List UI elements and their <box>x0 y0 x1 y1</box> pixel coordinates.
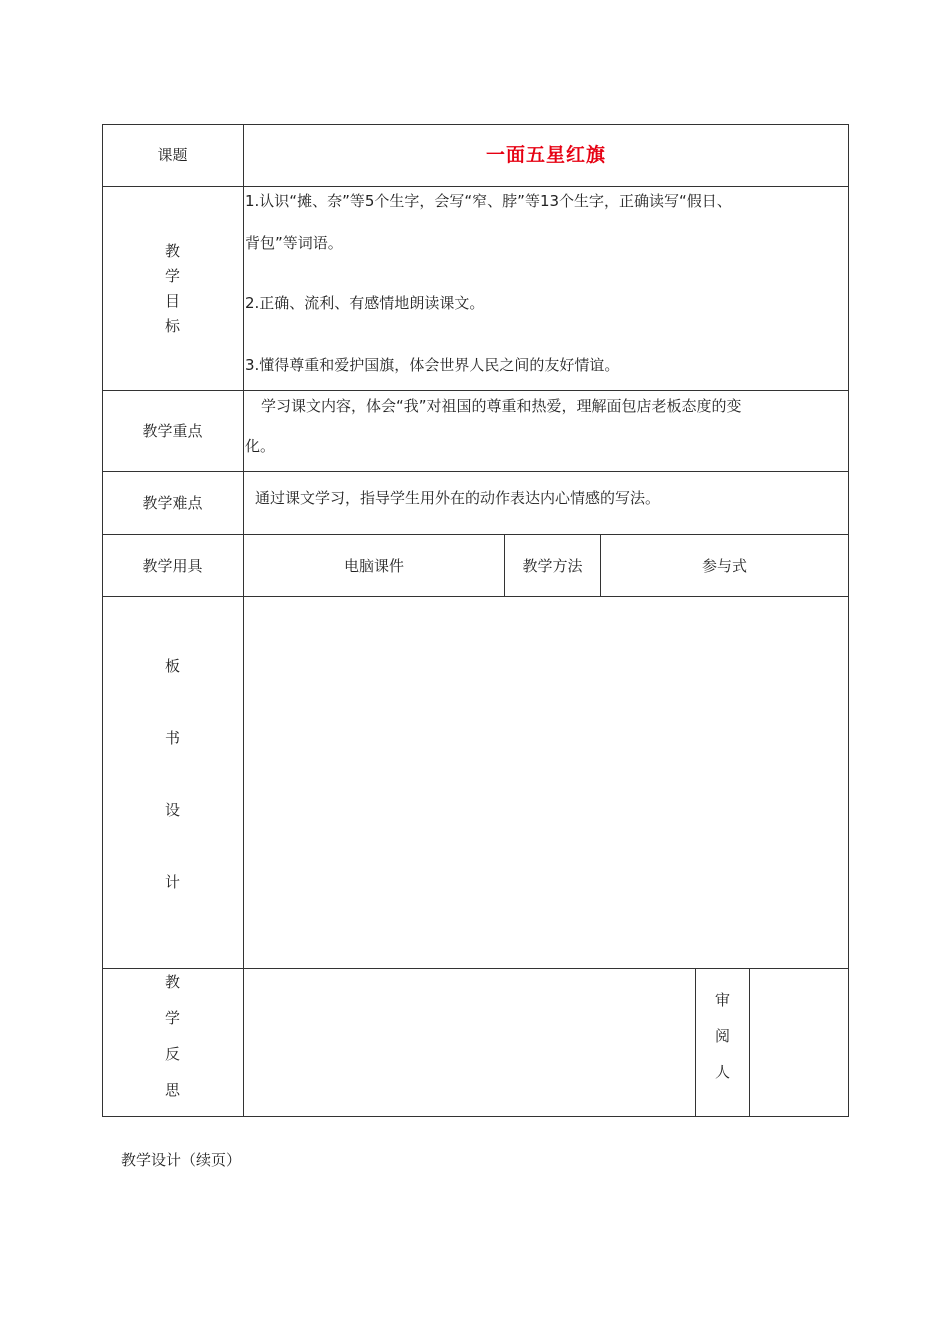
reflection-label <box>102 969 243 1116</box>
goals-label-char: 目 <box>164 291 180 310</box>
board-label-char: 计 <box>165 873 181 891</box>
reviewer-signature-area[interactable] <box>750 969 848 1116</box>
tools-value: 电脑课件 <box>343 556 404 575</box>
goal-3: 3.懂得尊重和爱护国旗，体会世界人民之间的友好情谊。 <box>245 356 620 374</box>
reflection-area[interactable] <box>244 969 695 1116</box>
tools-label: 教学用具 <box>142 556 203 575</box>
goal-2: 2.正确、流利、有感情地朗读课文。 <box>245 294 485 312</box>
reflection-label-char: 思 <box>165 1081 181 1099</box>
lesson-plan-table <box>102 124 849 1117</box>
reflection-label-char: 反 <box>165 1045 181 1063</box>
reflection-label-char: 教 <box>165 973 181 991</box>
board-label-char: 设 <box>165 801 181 819</box>
goal-1-line-b: 背包”等词语。 <box>245 234 343 252</box>
difficulty-label: 教学难点 <box>142 493 203 512</box>
lesson-title: 一面五星红旗 <box>485 143 606 166</box>
key-points-line-2: 化。 <box>245 437 276 455</box>
board-design-label <box>102 597 243 968</box>
topic-label: 课题 <box>157 145 188 164</box>
reviewer-label-char: 阅 <box>715 1027 731 1045</box>
board-label-char: 书 <box>165 729 181 747</box>
reviewer-label-char: 人 <box>715 1063 731 1081</box>
continuation-note: 教学设计（续页） <box>121 1151 242 1169</box>
table-border-bottom <box>102 1116 849 1117</box>
goals-label-char: 标 <box>164 316 180 335</box>
board-label-char: 板 <box>165 657 181 675</box>
reviewer-label-char: 审 <box>715 991 731 1009</box>
difficulty-text: 通过课文学习，指导学生用外在的动作表达内心情感的写法。 <box>255 489 661 507</box>
key-points-label: 教学重点 <box>142 421 203 440</box>
method-value: 参与式 <box>701 556 747 575</box>
table-border-right <box>848 124 849 1117</box>
reflection-label-char: 学 <box>165 1009 181 1027</box>
goal-1-line-a: 1.认识“摊、奈”等5个生字，会写“窄、脖”等13个生字，正确读写“假日、 <box>245 192 732 210</box>
board-design-area[interactable] <box>244 597 848 968</box>
key-points-line-1: 学习课文内容，体会“我”对祖国的尊重和热爱，理解面包店老板态度的变 <box>261 397 742 415</box>
method-label: 教学方法 <box>522 556 583 575</box>
reviewer-label <box>696 969 749 1116</box>
goals-label-char: 教 <box>164 241 180 260</box>
goals-label-char: 学 <box>164 266 180 285</box>
goals-label <box>102 187 243 390</box>
